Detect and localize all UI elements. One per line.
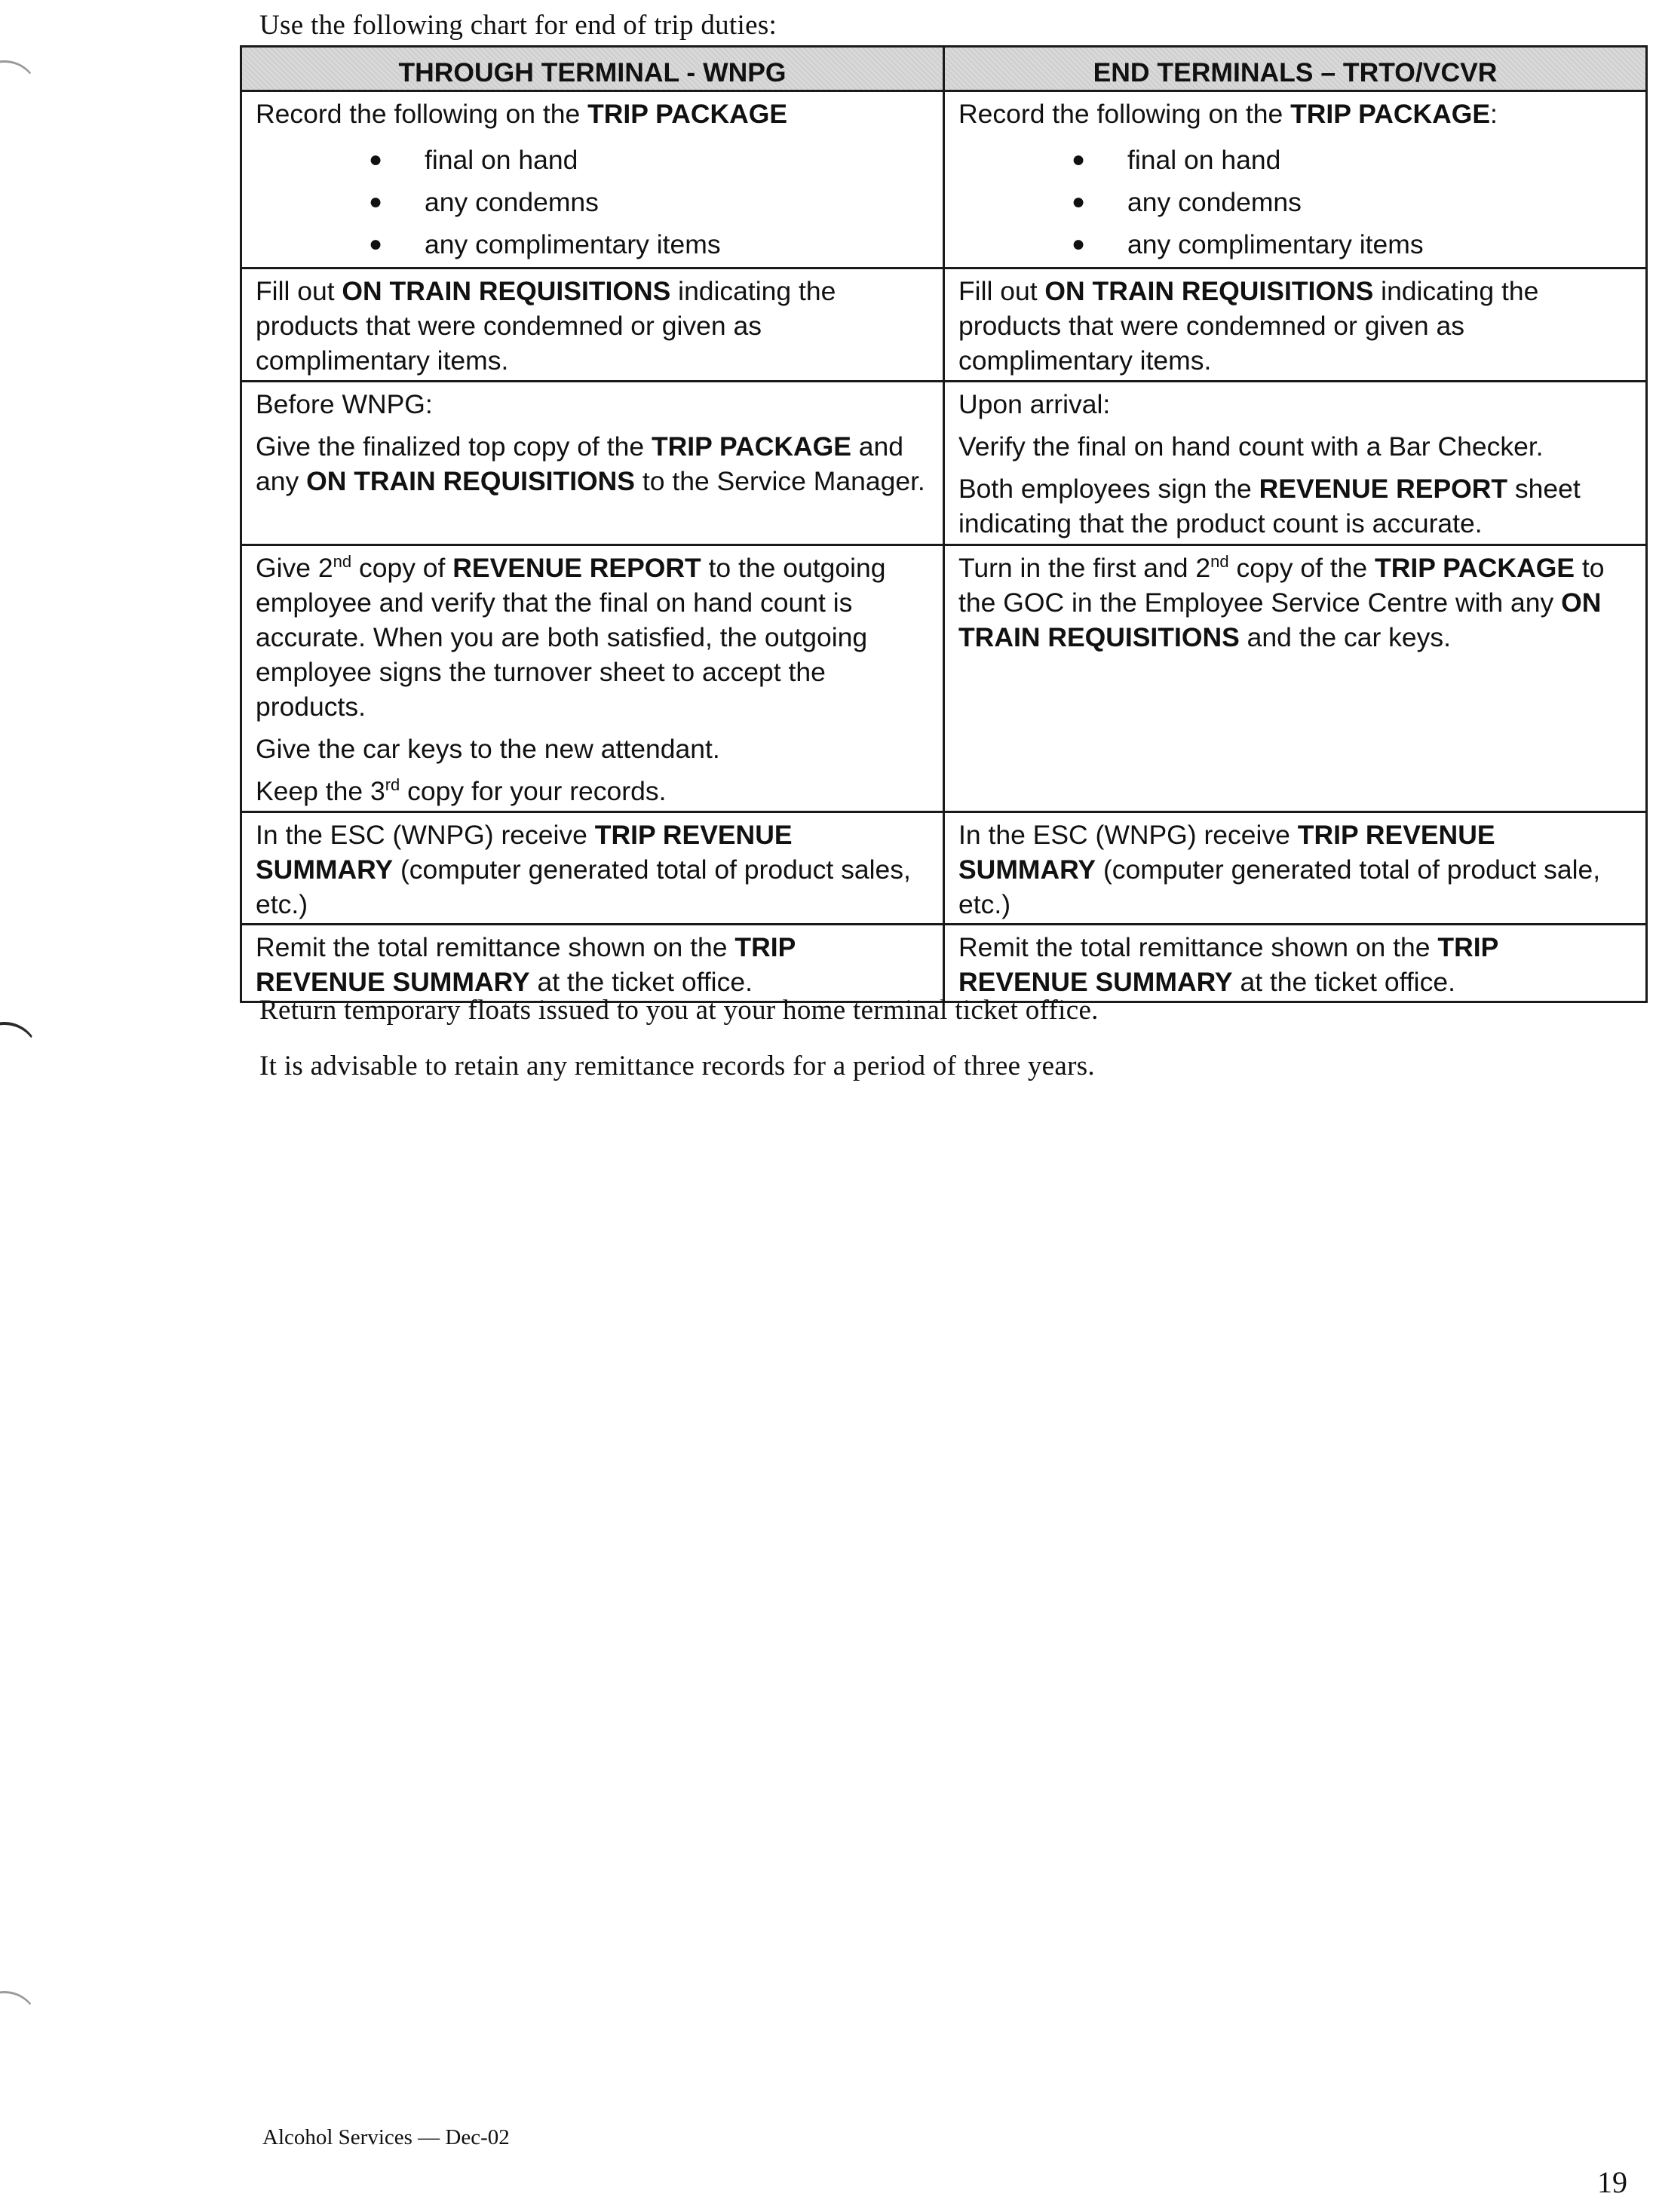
binder-hole-mark: [0, 1991, 39, 2061]
table-cell: [944, 91, 1647, 268]
cell-text: Record the following on the TRIP PACKAGE:: [958, 99, 1498, 129]
cell-text: Give the car keys to the new attendant.: [256, 734, 720, 765]
cell-text: Fill out ON TRAIN REQUISITIONS indicating the products that were condemned or given as complimentary items.: [256, 276, 836, 376]
column-header-through-terminal: THROUGH TERMINAL - WNPG: [241, 47, 944, 91]
cell-text: Both employees sign the REVENUE REPORT sheet indicating that the product count is accurate.: [958, 473, 1581, 538]
table-cell: [241, 811, 944, 924]
table-row: [241, 811, 1647, 924]
bullet-icon: ●: [369, 189, 383, 215]
table-row: [241, 924, 1647, 1002]
table-header-row: [241, 47, 1647, 91]
cell-text: Upon arrival:: [958, 388, 1111, 419]
cell-text: Verify the final on hand count with a Bar Checker.: [958, 431, 1544, 462]
cell-text: Keep the 3rd copy for your records.: [256, 775, 667, 807]
bullet-icon: ●: [369, 147, 383, 173]
table-cell: [944, 268, 1647, 381]
table-row: [241, 268, 1647, 381]
cell-text: Remit the total remittance shown on the TRIP REVENUE SUMMARY at the ticket office.: [256, 931, 796, 998]
list-item: ● any complimentary items: [958, 223, 1632, 265]
cell-text: Record the following on the TRIP PACKAGE: [256, 99, 788, 129]
cell-text: Give the finalized top copy of the TRIP PACKAGE and any ON TRAIN REQUISITIONS to the Service Manager.: [256, 431, 925, 496]
list-item: ● any condemns: [958, 181, 1632, 223]
table-cell: [241, 268, 944, 381]
cell-text: In the ESC (WNPG) receive TRIP REVENUE SUMMARY (computer generated total of product sales, etc.): [256, 819, 911, 919]
table-cell: [944, 811, 1647, 924]
binder-hole-mark: [0, 60, 39, 130]
end-of-trip-duties-table: [240, 45, 1648, 1003]
cell-text: Turn in the first and 2nd copy of the TRIP PACKAGE to the GOC in the Employee Service Centre with any ON TRAIN REQUISITIONS and the car keys.: [958, 551, 1605, 652]
table-cell: [241, 381, 944, 545]
cell-text: In the ESC (WNPG) receive TRIP REVENUE SUMMARY (computer generated total of product sale, etc.): [958, 819, 1601, 919]
page-footer: Alcohol Services — Dec-02: [262, 2125, 510, 2149]
table-row: [241, 91, 1647, 268]
list-item: ● final on hand: [256, 139, 929, 181]
cell-text: Remit the total remittance shown on the TRIP REVENUE SUMMARY at the ticket office.: [958, 931, 1498, 998]
bullet-list: [958, 139, 1632, 265]
bullet-icon: ●: [1072, 147, 1086, 173]
list-item: ● any complimentary items: [256, 223, 929, 265]
table-cell: [241, 545, 944, 811]
column-header-end-terminals: END TERMINALS – TRTO/VCVR: [944, 47, 1647, 91]
cell-text: Before WNPG:: [256, 388, 433, 419]
binder-hole-mark: [0, 1022, 39, 1093]
note-return-floats: Return temporary floats issued to you at your home terminal ticket office.: [259, 995, 1099, 1026]
table-cell: [944, 924, 1647, 1002]
note-retain-records: It is advisable to retain any remittance records for a period of three years.: [259, 1051, 1095, 1081]
table-cell: [944, 381, 1647, 545]
table-row: [241, 381, 1647, 545]
intro-text: Use the following chart for end of trip duties:: [259, 10, 777, 41]
table-cell: [944, 545, 1647, 811]
bullet-icon: ●: [1072, 189, 1086, 215]
table-cell: [241, 91, 944, 268]
cell-text: Fill out ON TRAIN REQUISITIONS indicating the products that were condemned or given as complimentary items.: [958, 276, 1539, 376]
list-item: ● any condemns: [256, 181, 929, 223]
page-number: 19: [1597, 2165, 1627, 2199]
bullet-icon: ●: [369, 232, 383, 257]
bullet-list: [256, 139, 929, 265]
list-item: ● final on hand: [958, 139, 1632, 181]
bullet-icon: ●: [1072, 232, 1086, 257]
table-row: [241, 545, 1647, 811]
cell-text: Give 2nd copy of REVENUE REPORT to the outgoing employee and verify that the final on hand count is accurate. When you are both satisfied, the outgoing employee signs the turnover sheet to accept the products.: [256, 551, 886, 723]
table-cell: [241, 924, 944, 1002]
